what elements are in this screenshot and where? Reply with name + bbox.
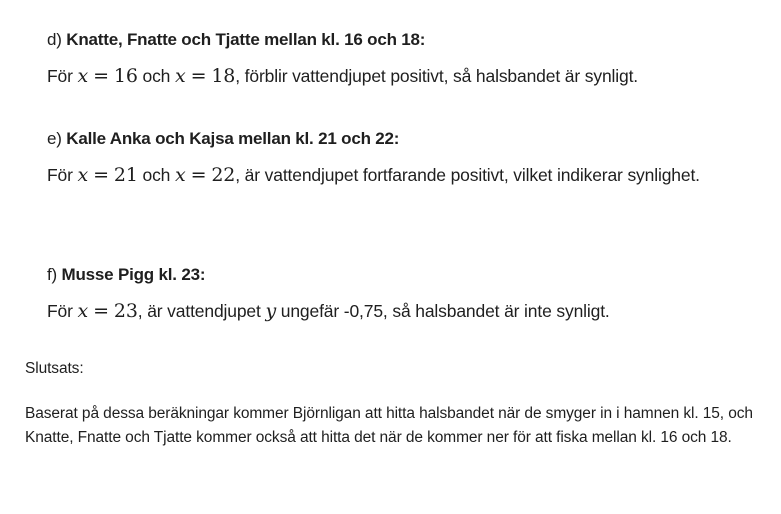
answer-d-text bbox=[47, 57, 772, 95]
answer-d-letter: d) bbox=[47, 30, 62, 49]
variable-y: y bbox=[265, 300, 277, 322]
answer-f-post-a: , är vattendjupet bbox=[137, 301, 261, 321]
answer-d-post: , förblir vattendjupet positivt, så halsbandet är synligt. bbox=[235, 66, 639, 86]
answer-e-letter: e) bbox=[47, 129, 62, 148]
answer-e-text bbox=[47, 156, 772, 194]
answer-d-title: Knatte, Fnatte och Tjatte mellan kl. 16 och 18: bbox=[66, 30, 426, 49]
answer-d-heading bbox=[47, 29, 425, 51]
equation-x-18: x = 18 bbox=[174, 65, 236, 87]
answer-f-letter: f) bbox=[47, 265, 57, 284]
equation-x-21: x = 21 bbox=[77, 164, 138, 186]
equation-x-22: x = 22 bbox=[174, 164, 236, 186]
equation-x-23: x = 23 bbox=[77, 300, 138, 322]
answer-f-text bbox=[47, 292, 772, 330]
answer-e-title: Kalle Anka och Kajsa mellan kl. 21 och 22: bbox=[66, 129, 400, 148]
answer-f-title: Musse Pigg kl. 23: bbox=[61, 265, 206, 284]
answer-e-post: , är vattendjupet fortfarande positivt, vilket indikerar synlighet. bbox=[235, 165, 700, 185]
conclusion-label: Slutsats: bbox=[25, 360, 84, 377]
answer-f-pre: För bbox=[47, 301, 73, 321]
equation-x-16: x = 16 bbox=[77, 65, 138, 87]
answer-e-pre: För bbox=[47, 165, 73, 185]
answer-e-heading bbox=[47, 128, 399, 150]
answer-f-post-b: ungefär -0,75, så halsbandet är inte synligt. bbox=[280, 301, 610, 321]
answer-d-mid: och bbox=[142, 66, 171, 86]
answer-e-mid: och bbox=[142, 165, 171, 185]
answer-d-pre: För bbox=[47, 66, 73, 86]
conclusion-text: Baserat på dessa beräkningar kommer Björnligan att hitta halsbandet när de smyger in i hamnen kl. 15, och Knatte, Fnatte och Tjatte kommer också att hitta det när de kommer ner för att fiska mellan kl. 16 och 18. bbox=[25, 405, 753, 446]
answer-f-heading bbox=[47, 264, 205, 286]
